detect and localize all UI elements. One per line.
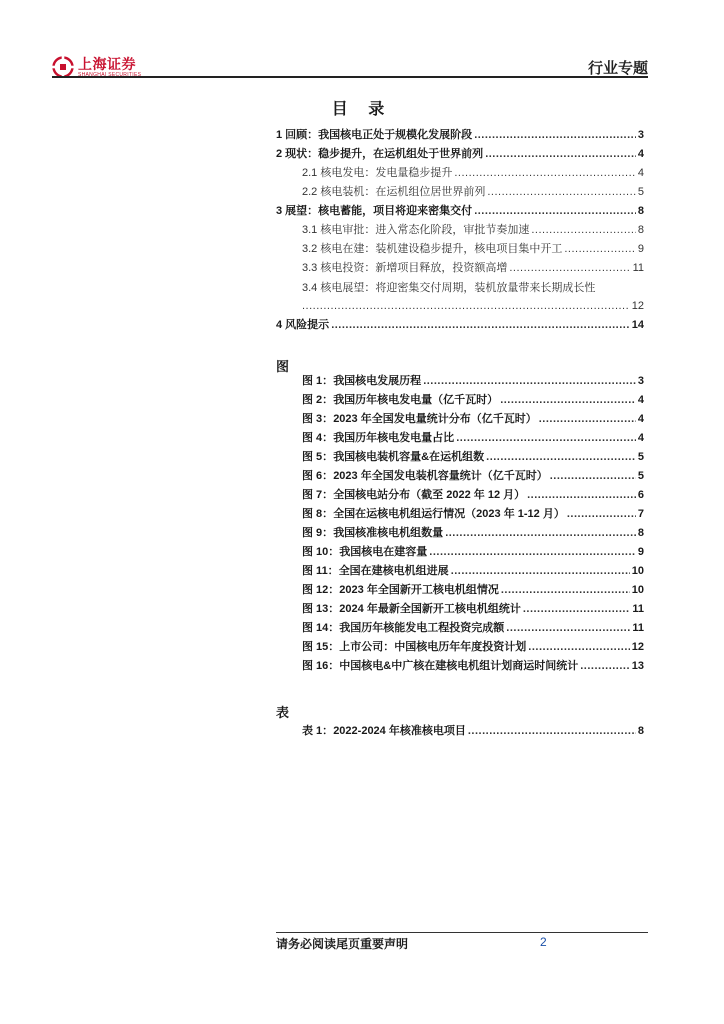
figure-title: 全国在建核电机组进展	[338, 565, 449, 577]
toc-entry-page: 3	[637, 129, 644, 141]
company-logo	[52, 56, 141, 78]
leader-dots	[567, 507, 636, 521]
leader-dots	[423, 374, 636, 388]
figure-label: 图 10：	[302, 546, 340, 558]
report-category: 行业专题	[587, 60, 648, 77]
figure-label: 图 1：	[302, 375, 334, 387]
toc-entry[interactable]	[302, 242, 644, 256]
figure-label: 图 5：	[302, 451, 334, 463]
toc-title: 目 录	[331, 101, 393, 118]
figure-title: 中国核电&中广核在建核电机组计划商运时间统计	[339, 660, 579, 672]
figure-label: 图 9：	[302, 527, 334, 539]
logo-name-cn: 上海证券	[78, 55, 136, 72]
figure-label: 图 16：	[302, 660, 340, 672]
footer-divider	[276, 932, 648, 933]
logo-name-en: SHANGHAI SECURITIES	[78, 71, 142, 78]
leader-dots	[527, 488, 636, 502]
toc-entry-wrapped[interactable]	[302, 279, 644, 315]
figure-entry[interactable]	[302, 545, 644, 559]
figure-label: 图 11：	[302, 565, 339, 577]
leader-dots	[550, 469, 636, 483]
toc-entry-page: 12	[631, 300, 644, 312]
figure-title: 我国核准核电机组数量	[333, 527, 444, 539]
toc-entry-text: 3.1 核电审批：进入常态化阶段，审批节奏加速	[302, 224, 530, 236]
figure-page: 11	[632, 622, 644, 634]
figure-title: 我国历年核电发电量占比	[333, 432, 455, 444]
figure-page: 5	[637, 470, 644, 482]
toc-entry-text: 2.2 核电装机：在运机组位居世界前列	[302, 186, 486, 198]
toc-entry-page: 5	[637, 186, 644, 198]
leader-dots	[539, 412, 636, 426]
figure-page: 4	[637, 394, 644, 406]
figure-entry[interactable]	[302, 507, 644, 521]
figure-entry[interactable]	[302, 621, 644, 635]
leader-dots	[485, 147, 636, 161]
figure-title: 我国历年核电发电量（亿千瓦时）	[333, 394, 499, 406]
leader-dots	[468, 724, 636, 738]
toc-entry-text: 2 现状：稳步提升，在运机组处于世界前列	[276, 148, 484, 160]
figure-label: 图 6：	[302, 470, 334, 482]
figure-entry[interactable]	[302, 450, 644, 464]
figure-entry[interactable]	[302, 412, 644, 426]
toc-entry-text: 3.2 核电在建：装机建设稳步提升，核电项目集中开工	[302, 243, 563, 255]
leader-dots	[580, 659, 630, 673]
figure-label: 图 15：	[302, 641, 340, 653]
toc-entry[interactable]	[302, 223, 644, 237]
table-page: 8	[637, 725, 644, 737]
figure-label: 图 12：	[302, 584, 340, 596]
figure-title: 2024 年最新全国新开工核电机组统计	[339, 603, 521, 615]
figure-entry[interactable]	[302, 393, 644, 407]
disclaimer-notice: 请务必阅读尾页重要声明	[276, 937, 409, 951]
leader-dots	[474, 204, 636, 218]
tables-heading: 表	[276, 705, 290, 720]
leader-dots	[528, 640, 629, 654]
figure-page: 10	[631, 565, 644, 577]
toc-entry-page: 4	[637, 167, 644, 179]
leader-dots	[487, 185, 636, 199]
figure-title: 我国历年核能发电工程投资完成额	[339, 622, 505, 634]
leader-dots	[506, 621, 630, 635]
leader-dots	[474, 128, 636, 142]
leader-dots	[454, 166, 636, 180]
leader-dots	[445, 526, 636, 540]
figure-page: 5	[637, 451, 644, 463]
table-title: 2022-2024 年核准核电项目	[333, 725, 466, 737]
toc-entry[interactable]	[276, 204, 644, 218]
table-label: 表 1：	[302, 725, 334, 737]
toc-entry-page: 4	[637, 148, 644, 160]
figure-title: 全国在运核电机组运行情况（2023 年 1-12 月）	[333, 508, 565, 520]
leader-dots	[331, 318, 630, 332]
toc-entry[interactable]	[302, 166, 644, 180]
toc-entry-page: 9	[637, 243, 644, 255]
figure-entry[interactable]	[302, 488, 644, 502]
figure-label: 图 14：	[302, 622, 340, 634]
figure-page: 10	[631, 584, 644, 596]
figure-entry[interactable]	[302, 431, 644, 445]
figure-label: 图 2：	[302, 394, 334, 406]
toc-entry[interactable]	[302, 185, 644, 199]
figure-title: 上市公司：中国核电历年年度投资计划	[339, 641, 527, 653]
figure-page: 6	[637, 489, 644, 501]
figure-entry[interactable]	[302, 564, 644, 578]
toc-entry-text: 2.1 核电发电：发电量稳步提升	[302, 167, 453, 179]
figures-heading: 图	[276, 359, 290, 374]
leader-dots	[564, 242, 636, 256]
figure-page: 4	[637, 413, 644, 425]
leader-dots	[456, 431, 636, 445]
leader-dots	[531, 223, 636, 237]
figure-label: 图 8：	[302, 508, 334, 520]
figure-label: 图 3：	[302, 413, 334, 425]
figure-label: 图 7：	[302, 489, 334, 501]
toc-entry[interactable]	[276, 128, 644, 142]
toc-entry-text: 3 展望：核电蓄能，项目将迎来密集交付	[276, 205, 473, 217]
toc-entry-page: 8	[637, 224, 644, 236]
leader-dots	[429, 545, 636, 559]
figure-title: 全国核电站分布（截至 2022 年 12 月）	[333, 489, 526, 501]
toc-entry-text: 3.3 核电投资：新增项目释放，投资额高增	[302, 262, 508, 274]
figure-entry[interactable]	[302, 640, 644, 654]
leader-dots	[500, 393, 636, 407]
figure-label: 图 4：	[302, 432, 334, 444]
figure-entry[interactable]	[302, 602, 644, 616]
figure-title: 我国核电装机容量&在运机组数	[333, 451, 485, 463]
figure-entry[interactable]	[302, 526, 644, 540]
figure-page: 4	[637, 432, 644, 444]
leader-dots	[486, 450, 636, 464]
leader-dots	[451, 564, 630, 578]
figure-entry[interactable]	[302, 659, 644, 673]
table-entry[interactable]	[302, 724, 644, 738]
figure-page: 12	[631, 641, 644, 653]
figure-title: 2023 年全国发电装机容量统计（亿千瓦时）	[333, 470, 548, 482]
toc-entry-text: 1 回顾：我国核电正处于规模化发展阶段	[276, 129, 473, 141]
figure-label: 图 13：	[302, 603, 340, 615]
leader-dots	[509, 261, 630, 275]
toc-entry-page: 14	[631, 319, 644, 331]
toc-entry-text: 4 风险提示	[276, 319, 330, 331]
figure-title: 我国核电在建容量	[339, 546, 428, 558]
leader-dots	[523, 602, 631, 616]
figure-entry[interactable]	[302, 469, 644, 483]
figure-title: 2023 年全国新开工核电机组情况	[339, 584, 499, 596]
figure-page: 13	[631, 660, 644, 672]
figure-entry[interactable]	[302, 583, 644, 597]
figure-title: 2023 年全国发电量统计分布（亿千瓦时）	[333, 413, 537, 425]
toc-entry[interactable]	[276, 318, 644, 332]
header-divider	[52, 76, 648, 78]
toc-entry[interactable]	[302, 261, 644, 275]
figure-page: 9	[637, 546, 644, 558]
figure-page: 8	[637, 527, 644, 539]
toc-entry-page: 8	[637, 205, 644, 217]
logo-emblem-icon	[52, 56, 74, 78]
toc-entry-text: 3.4 核电展望：将迎密集交付周期，装机放量带来长期成长性	[302, 282, 596, 294]
figure-title: 我国核电发展历程	[333, 375, 422, 387]
figure-page: 7	[637, 508, 644, 520]
figure-page: 11	[632, 603, 644, 615]
leader-dots	[501, 583, 630, 597]
leader-dots	[302, 299, 630, 313]
page-number: 2	[540, 935, 547, 949]
figure-page: 3	[637, 375, 644, 387]
toc-entry-page: 11	[632, 262, 644, 274]
toc-entry[interactable]	[276, 147, 644, 161]
figure-entry[interactable]	[302, 374, 644, 388]
